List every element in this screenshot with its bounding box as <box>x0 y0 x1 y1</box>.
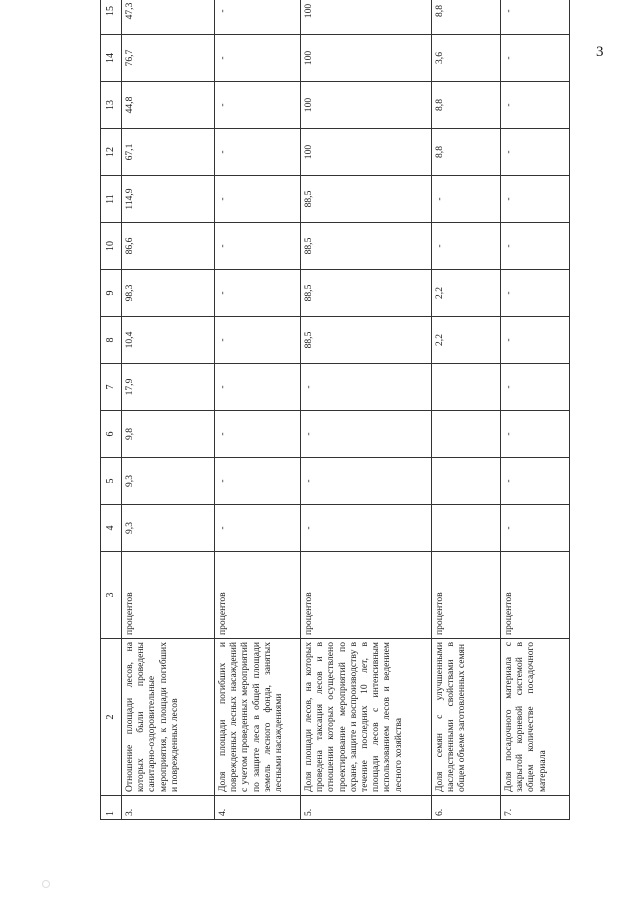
value-cell: 3,6 <box>432 35 501 82</box>
rotated-table-container <box>100 2 565 820</box>
value-cell: - <box>215 317 301 364</box>
row-number: 4. <box>215 796 301 820</box>
value-cell: - <box>215 458 301 505</box>
indicator-name: Доля площади лесов, на которых проведена таксация лесов и в отношении которых осуществлено проектирование мероприятий по охране, защите и воспроизводству в течение последних 10 лет, в площади лесов с интенсивным использованием лесов и ведением лесного хозяйства <box>301 639 432 796</box>
value-cell: - <box>501 129 570 176</box>
unit-cell: процентов <box>122 552 215 639</box>
table-row <box>122 0 215 820</box>
value-cell: 88,5 <box>301 270 432 317</box>
header-cell: 13 <box>101 82 122 129</box>
value-cell: - <box>301 364 432 411</box>
value-cell <box>432 505 501 552</box>
header-cell: 11 <box>101 176 122 223</box>
header-cell: 6 <box>101 411 122 458</box>
value-cell: 2,2 <box>432 270 501 317</box>
value-cell: - <box>215 505 301 552</box>
value-cell: 44,8 <box>122 82 215 129</box>
value-cell: - <box>215 129 301 176</box>
row-number: 7. <box>501 796 570 820</box>
value-cell: 98,3 <box>122 270 215 317</box>
value-cell: - <box>215 0 301 35</box>
value-cell: - <box>215 223 301 270</box>
indicator-name: Доля семян с улучшенными наследственными свойствами в общем объеме заготовленных семян <box>432 639 501 796</box>
value-cell: 76,7 <box>122 35 215 82</box>
header-cell: 9 <box>101 270 122 317</box>
table-row <box>501 0 570 820</box>
value-cell: 88,5 <box>301 176 432 223</box>
value-cell: 114,9 <box>122 176 215 223</box>
value-cell: - <box>501 223 570 270</box>
value-cell: - <box>501 317 570 364</box>
value-cell: 9,8 <box>122 411 215 458</box>
unit-cell: процентов <box>432 552 501 639</box>
value-cell: 100 <box>301 82 432 129</box>
value-cell: - <box>215 411 301 458</box>
table-row <box>432 0 501 820</box>
value-cell: - <box>301 505 432 552</box>
value-cell: - <box>215 82 301 129</box>
value-cell: 88,5 <box>301 223 432 270</box>
value-cell: - <box>215 176 301 223</box>
value-cell: - <box>501 411 570 458</box>
value-cell: - <box>501 176 570 223</box>
value-cell <box>432 411 501 458</box>
indicators-table <box>100 0 570 820</box>
value-cell: 100 <box>301 0 432 35</box>
indicator-name: Доля посадочного материала с закрытой корневой системой в общем количестве посадочного материала <box>501 639 570 796</box>
table-row <box>301 0 432 820</box>
value-cell: - <box>501 270 570 317</box>
value-cell: - <box>215 35 301 82</box>
header-cell: 4 <box>101 505 122 552</box>
value-cell: - <box>301 411 432 458</box>
scan-mark <box>42 880 50 888</box>
value-cell: - <box>501 364 570 411</box>
value-cell: 88,5 <box>301 317 432 364</box>
header-cell: 10 <box>101 223 122 270</box>
value-cell: - <box>215 364 301 411</box>
value-cell: 9,3 <box>122 458 215 505</box>
value-cell <box>432 364 501 411</box>
value-cell: 47,3 <box>122 0 215 35</box>
value-cell: 100 <box>301 129 432 176</box>
value-cell: - <box>501 35 570 82</box>
value-cell: 86,6 <box>122 223 215 270</box>
value-cell: - <box>501 458 570 505</box>
value-cell: - <box>301 458 432 505</box>
value-cell: 10,4 <box>122 317 215 364</box>
row-number: 6. <box>432 796 501 820</box>
unit-cell: процентов <box>301 552 432 639</box>
unit-cell: процентов <box>501 552 570 639</box>
value-cell: - <box>432 223 501 270</box>
header-cell: 2 <box>101 639 122 796</box>
value-cell: 2,2 <box>432 317 501 364</box>
header-cell: 3 <box>101 552 122 639</box>
unit-cell: процентов <box>215 552 301 639</box>
header-cell: 1 <box>101 796 122 820</box>
table-header-row <box>101 0 122 820</box>
row-number: 3. <box>122 796 215 820</box>
indicator-name: Отношение площади лесов, на которых были проведены санитарно-оздоровительные мероприятия, к площади погибших и поврежденных лесов <box>122 639 215 796</box>
header-cell: 15 <box>101 0 122 35</box>
row-number: 5. <box>301 796 432 820</box>
table-row <box>215 0 301 820</box>
value-cell: - <box>501 505 570 552</box>
value-cell: - <box>501 82 570 129</box>
value-cell: 17,9 <box>122 364 215 411</box>
header-cell: 5 <box>101 458 122 505</box>
page-number: 3 <box>596 44 604 60</box>
value-cell: - <box>215 270 301 317</box>
value-cell: 8,8 <box>432 82 501 129</box>
header-cell: 12 <box>101 129 122 176</box>
indicator-name: Доля площади погибших и поврежденных лесных насаждений с учетом проведенных мероприятий по защите леса в общей площади земель лесного фонда, занятых лесными насаждениями <box>215 639 301 796</box>
value-cell: 100 <box>301 35 432 82</box>
header-cell: 7 <box>101 364 122 411</box>
value-cell: - <box>432 176 501 223</box>
value-cell: 9,3 <box>122 505 215 552</box>
value-cell <box>432 458 501 505</box>
value-cell: - <box>501 0 570 35</box>
value-cell: 67,1 <box>122 129 215 176</box>
value-cell: 8,8 <box>432 129 501 176</box>
value-cell: 8,8 <box>432 0 501 35</box>
header-cell: 8 <box>101 317 122 364</box>
header-cell: 14 <box>101 35 122 82</box>
